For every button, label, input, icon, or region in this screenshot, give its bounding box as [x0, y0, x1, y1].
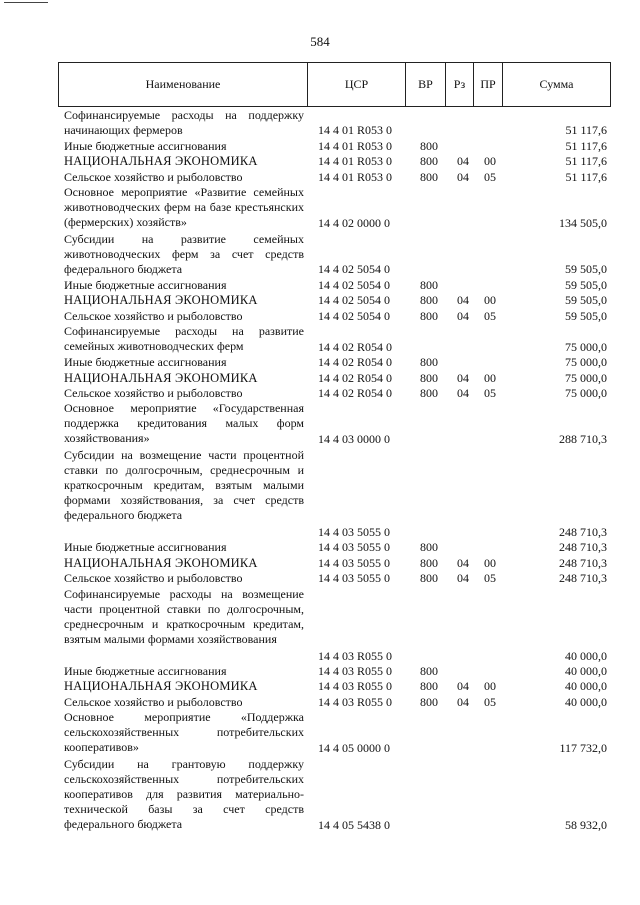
row-name: Основное мероприятие «Развитие семейных животноводческих ферм на базе крестьянских (фермерских) хозяйств»: [64, 185, 304, 230]
row-name: НАЦИОНАЛЬНАЯ ЭКОНОМИКА: [64, 293, 258, 308]
row-pr: 00: [484, 370, 496, 385]
row-sum: 40 000,0: [565, 648, 607, 663]
table-row: [0, 448, 640, 541]
row-rz: 04: [457, 571, 469, 586]
row-sum: 248 710,3: [559, 571, 607, 586]
table-row: [0, 154, 640, 169]
table-row: [0, 757, 640, 834]
row-csr: 14 4 02 5054 0: [318, 262, 390, 277]
row-name: Сельское хозяйство и рыболовство: [64, 571, 243, 586]
row-vr: 800: [420, 277, 438, 292]
table-row: [0, 664, 640, 679]
row-csr: 14 4 02 R054 0: [318, 385, 393, 400]
row-csr: 14 4 03 R055 0: [318, 679, 393, 694]
row-sum: 40 000,0: [565, 664, 607, 678]
column-header-vr: ВР: [406, 63, 446, 106]
row-sum: 248 710,3: [559, 555, 607, 570]
row-pr: 00: [484, 154, 496, 169]
row-rz: 04: [457, 694, 469, 709]
row-sum: 59 505,0: [565, 262, 607, 277]
row-vr: 800: [420, 355, 438, 370]
row-csr: 14 4 03 R055 0: [318, 694, 393, 709]
row-name: Субсидии на грантовую поддержку сельскохозяйственных потребительских кооперативов для развития материально-технической базы за счет средств федерального бюджета: [64, 756, 304, 831]
table-row: [0, 324, 640, 355]
scan-edge-mark: [4, 2, 48, 3]
row-csr: 14 4 02 5054 0: [318, 293, 390, 308]
table-row: [0, 108, 640, 139]
row-vr: 800: [420, 293, 438, 308]
row-rz: 04: [457, 370, 469, 385]
row-name: НАЦИОНАЛЬНАЯ ЭКОНОМИКА: [64, 555, 258, 570]
row-name: Субсидии на развитие семейных животноводческих ферм за счет средств федерального бюджета: [64, 231, 304, 276]
row-csr: 14 4 03 0000 0: [318, 432, 390, 447]
table-row: [0, 355, 640, 370]
row-csr: 14 4 02 5054 0: [318, 308, 390, 323]
row-name: Софинансируемые расходы на возмещение части процентной ставки по долгосрочным, среднесрочным и краткосрочным кредитам, взятым малыми формами хозяйствования: [64, 586, 304, 646]
row-sum: 117 732,0: [559, 741, 607, 756]
row-csr: 14 4 05 5438 0: [318, 818, 390, 833]
table-row: [0, 309, 640, 324]
row-sum: 51 117,6: [565, 154, 607, 169]
row-rz: 04: [457, 308, 469, 323]
row-csr: 14 4 05 0000 0: [318, 741, 390, 756]
table-row: [0, 293, 640, 308]
row-vr: 800: [420, 664, 438, 678]
row-pr: 00: [484, 293, 496, 308]
row-vr: 800: [420, 169, 438, 184]
row-csr: 14 4 01 R053 0: [318, 169, 393, 184]
row-sum: 58 932,0: [565, 818, 607, 833]
table-row: [0, 185, 640, 231]
row-rz: 04: [457, 154, 469, 169]
table-row: [0, 695, 640, 710]
row-sum: 248 710,3: [559, 540, 607, 555]
row-pr: 05: [484, 169, 496, 184]
row-sum: 59 505,0: [565, 308, 607, 323]
row-sum: 51 117,6: [565, 123, 607, 138]
row-vr: 800: [420, 138, 438, 153]
column-header-sum: Сумма: [539, 77, 574, 91]
row-name: Субсидии на возмещение части процентной ставки по долгосрочным, среднесрочным и краткосрочным кредитам, взятым малыми формами хозяйствования, за счет средств федерального бюджета: [64, 447, 304, 522]
row-sum: 40 000,0: [565, 679, 607, 694]
row-name: Сельское хозяйство и рыболовство: [64, 694, 243, 709]
row-csr: 14 4 03 5055 0: [318, 525, 390, 539]
row-sum: 75 000,0: [565, 355, 607, 370]
row-csr: 14 4 03 5055 0: [318, 540, 390, 555]
row-csr: 14 4 03 5055 0: [318, 571, 390, 586]
row-csr: 14 4 02 R054 0: [318, 339, 393, 354]
row-vr: 800: [420, 385, 438, 400]
row-csr: 14 4 02 R054 0: [318, 370, 393, 385]
column-header-pr: ПР: [474, 63, 503, 106]
table-row: [0, 232, 640, 278]
row-rz: 04: [457, 679, 469, 694]
row-pr: 05: [484, 571, 496, 586]
row-sum: 248 710,3: [559, 525, 607, 539]
row-csr: 14 4 02 5054 0: [318, 277, 390, 292]
row-name: Иные бюджетные ассигнования: [64, 138, 227, 153]
row-sum: 288 710,3: [559, 432, 607, 447]
row-vr: 800: [420, 694, 438, 709]
row-csr: 14 4 01 R053 0: [318, 123, 393, 138]
row-name: Софинансируемые расходы на развитие семейных животноводческих ферм: [64, 324, 304, 354]
row-name: Основное мероприятие «Государственная поддержка кредитования малых форм хозяйствования»: [64, 401, 304, 446]
row-name: Сельское хозяйство и рыболовство: [64, 308, 243, 323]
column-header-csr: ЦСР: [308, 63, 406, 106]
row-csr: 14 4 02 R054 0: [318, 355, 393, 370]
row-name: НАЦИОНАЛЬНАЯ ЭКОНОМИКА: [64, 679, 258, 694]
column-header-rz: Рз: [446, 63, 474, 106]
table-row: [0, 571, 640, 586]
row-csr: 14 4 02 0000 0: [318, 216, 390, 231]
row-pr: 05: [484, 385, 496, 400]
row-vr: 800: [420, 555, 438, 570]
row-rz: 04: [457, 293, 469, 308]
row-name: Иные бюджетные ассигнования: [64, 277, 227, 292]
row-name: Сельское хозяйство и рыболовство: [64, 169, 243, 184]
row-sum: 40 000,0: [565, 694, 607, 709]
row-sum: 51 117,6: [565, 169, 607, 184]
row-sum: 59 505,0: [565, 277, 607, 292]
table-row: [0, 556, 640, 571]
row-vr: 800: [420, 679, 438, 694]
row-csr: 14 4 03 5055 0: [318, 555, 390, 570]
row-name: Иные бюджетные ассигнования: [64, 540, 227, 555]
table-row: [0, 710, 640, 756]
row-name: Сельское хозяйство и рыболовство: [64, 385, 243, 400]
row-vr: 800: [420, 370, 438, 385]
row-name: НАЦИОНАЛЬНАЯ ЭКОНОМИКА: [64, 370, 258, 385]
row-vr: 800: [420, 571, 438, 586]
row-sum: 75 000,0: [565, 385, 607, 400]
row-rz: 04: [457, 555, 469, 570]
column-header-name: Наименование: [59, 63, 308, 106]
row-sum: 75 000,0: [565, 370, 607, 385]
row-csr: 14 4 03 R055 0: [318, 648, 393, 663]
row-csr: 14 4 01 R053 0: [318, 154, 393, 169]
row-rz: 04: [457, 385, 469, 400]
table-row: [0, 679, 640, 694]
row-name: Софинансируемые расходы на поддержку начинающих фермеров: [64, 108, 304, 137]
table-row: [0, 170, 640, 185]
table-body: [0, 108, 640, 834]
row-name: Иные бюджетные ассигнования: [64, 664, 227, 678]
row-sum: 134 505,0: [559, 216, 607, 231]
row-rz: 04: [457, 169, 469, 184]
row-name: Иные бюджетные ассигнования: [64, 355, 227, 370]
row-sum: 59 505,0: [565, 293, 607, 308]
row-vr: 800: [420, 308, 438, 323]
row-sum: 51 117,6: [565, 138, 607, 153]
row-csr: 14 4 01 R053 0: [318, 138, 393, 153]
row-pr: 05: [484, 694, 496, 709]
row-sum: 75 000,0: [565, 339, 607, 354]
table-row: [0, 278, 640, 293]
row-pr: 00: [484, 555, 496, 570]
page-number: 584: [310, 34, 330, 49]
table-row: [0, 371, 640, 386]
row-pr: 00: [484, 679, 496, 694]
table-header: [58, 62, 611, 107]
row-name: Основное мероприятие «Поддержка сельскохозяйственных потребительских кооперативов»: [64, 710, 304, 755]
row-csr: 14 4 03 R055 0: [318, 664, 393, 678]
row-vr: 800: [420, 154, 438, 169]
table-row: [0, 139, 640, 154]
row-name: НАЦИОНАЛЬНАЯ ЭКОНОМИКА: [64, 154, 258, 169]
row-vr: 800: [420, 540, 438, 555]
table-row: [0, 587, 640, 664]
row-pr: 05: [484, 308, 496, 323]
table-row: [0, 401, 640, 447]
table-row: [0, 386, 640, 401]
table-row: [0, 540, 640, 555]
